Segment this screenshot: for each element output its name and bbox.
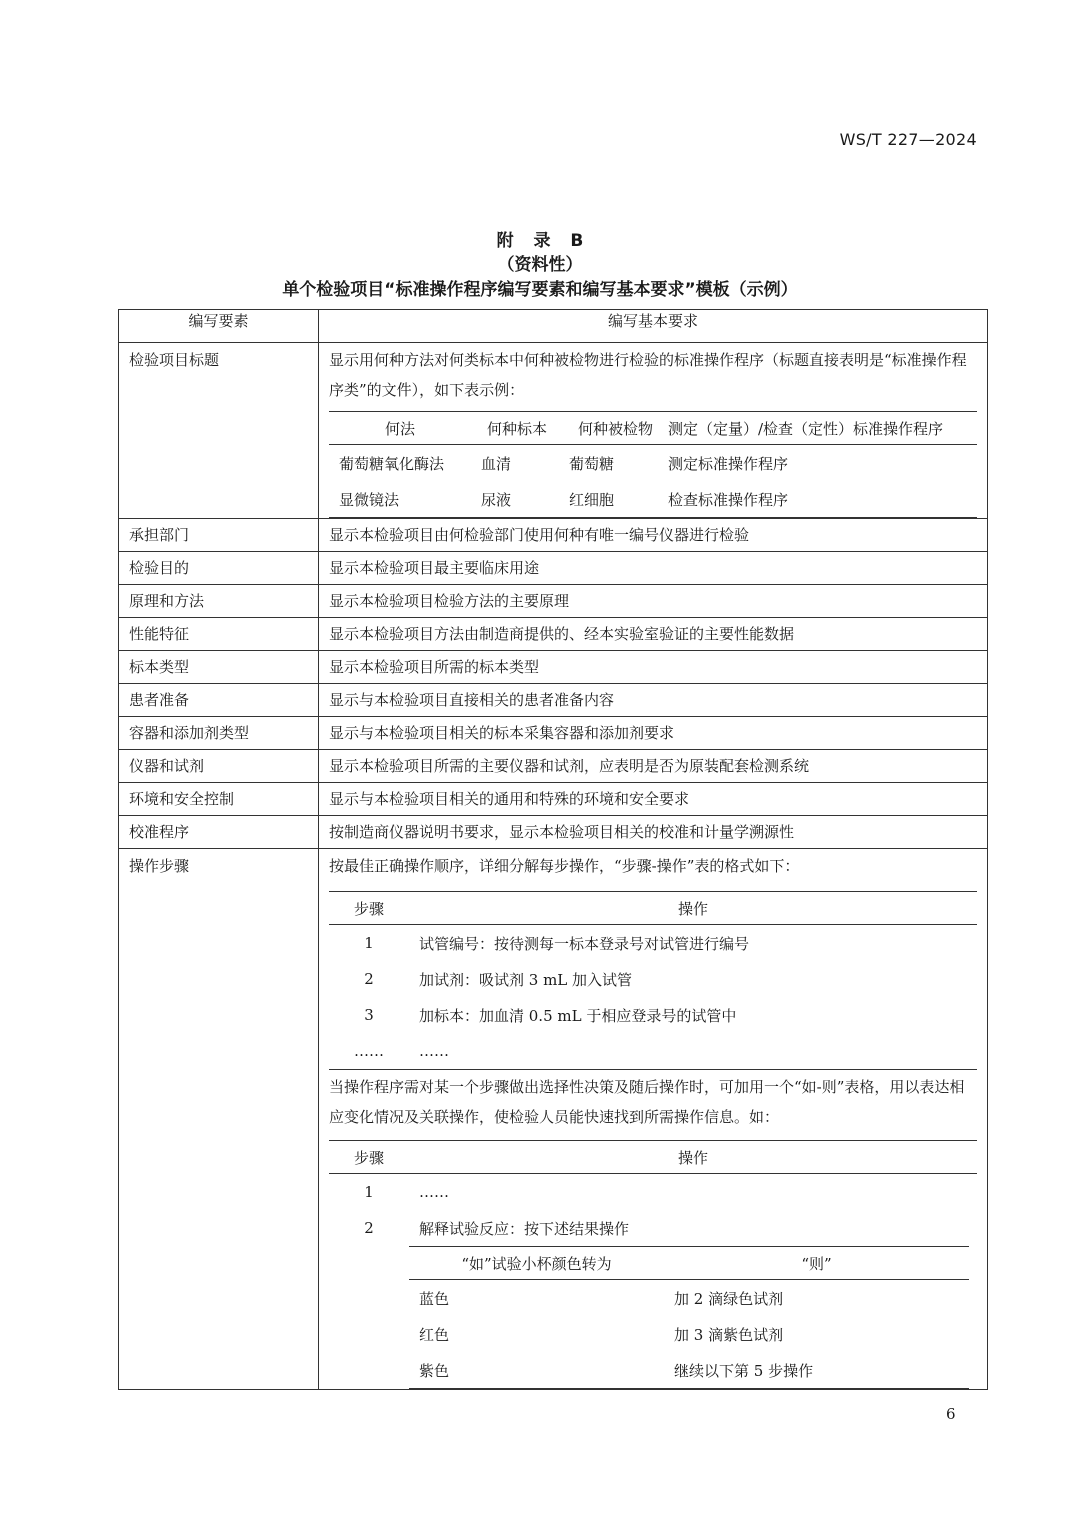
table-row <box>119 343 988 519</box>
step-row <box>329 925 977 962</box>
steps-col-operation: 操作 <box>409 892 977 925</box>
step-number: 1 <box>364 1183 374 1201</box>
then-action: 加 2 滴绿色试剂 <box>674 1289 784 1308</box>
example-cell: 葡萄糖 <box>569 454 615 473</box>
example-row <box>329 445 977 482</box>
then-column-header: “则” <box>664 1247 969 1280</box>
element-label: 操作步骤 <box>129 857 190 875</box>
element-cell: 仪器和试剂 <box>119 750 319 783</box>
naming-example-table <box>329 411 977 518</box>
requirement-cell: 显示本检验项目由何检验部门使用何种有唯一编号仪器进行检验 <box>319 519 988 552</box>
then-action: 加 3 滴紫色试剂 <box>674 1325 784 1344</box>
table-row <box>119 618 988 651</box>
step-row <box>329 961 977 997</box>
step-row <box>329 997 977 1033</box>
if-condition: 红色 <box>419 1325 450 1344</box>
table-row <box>119 849 988 1390</box>
if-then-row <box>409 1352 969 1389</box>
table-row <box>119 585 988 618</box>
requirement-text: 显示用何种方法对何类标本中何种被检物进行检验的标准操作程序（标题直接表明是“标准操作程序类”的文件），如下表示例： <box>329 351 967 399</box>
step-number: 1 <box>364 934 374 952</box>
table-row <box>119 816 988 849</box>
example-cell: 红细胞 <box>569 490 615 509</box>
requirement-cell: 显示与本检验项目相关的标本采集容器和添加剂要求 <box>319 717 988 750</box>
header-element: 编写要素 <box>119 310 319 343</box>
template-table <box>118 309 988 1390</box>
step-operation: …… <box>419 1183 449 1201</box>
example-col-sop: 测定（定量）/检查（定性）标准操作程序 <box>668 412 977 445</box>
step-operation: …… <box>409 1033 977 1070</box>
table-row <box>119 552 988 585</box>
example-cell: 葡萄糖氧化酶法 <box>339 454 445 473</box>
steps-col-operation: 操作 <box>409 1141 977 1174</box>
step-number: 2 <box>364 970 374 988</box>
requirement-cell <box>319 849 988 1390</box>
step-row <box>329 1033 977 1070</box>
element-cell: 性能特征 <box>119 618 319 651</box>
header-requirement: 编写基本要求 <box>319 310 988 343</box>
example-row <box>329 481 977 518</box>
example-col-method: 何法 <box>329 412 471 445</box>
element-cell: 标本类型 <box>119 651 319 684</box>
annex-nature: （资料性） <box>497 255 583 275</box>
if-then-row <box>409 1280 969 1317</box>
if-then-table <box>409 1246 969 1389</box>
step-number: …… <box>329 1033 409 1070</box>
table-row <box>119 651 988 684</box>
step-row <box>329 1174 977 1211</box>
ops-intro: 按最佳正确操作顺序，详细分解每步操作，“步骤-操作”表的格式如下： <box>329 857 800 875</box>
example-cell: 测定标准操作程序 <box>668 454 789 473</box>
steps-table <box>329 891 977 1070</box>
step-row <box>329 1210 977 1246</box>
ifthen-intro: 当操作程序需对某一个步骤做出选择性决策及随后操作时，可加用一个“如-则”表格，用以表达相应变化情况及关联操作，使检验人员能快速找到所需操作信息。如： <box>329 1078 965 1126</box>
element-cell: 检验目的 <box>119 552 319 585</box>
annex-title: 单个检验项目“标准操作程序编写要素和编写基本要求”模板（示例） <box>282 280 798 300</box>
requirement-cell: 显示本检验项目检验方法的主要原理 <box>319 585 988 618</box>
table-header-row <box>119 310 988 343</box>
table-row <box>119 783 988 816</box>
step-operation: 试管编号：按待测每一标本登录号对试管进行编号 <box>419 934 750 953</box>
if-condition: 蓝色 <box>419 1289 450 1308</box>
step-operation: 解释试验反应：按下述结果操作 <box>419 1219 630 1238</box>
step-operation: 加标本：加血清 0.5 mL 于相应登录号的试管中 <box>419 1006 737 1025</box>
steps-table-decision <box>329 1140 977 1389</box>
table-row <box>119 519 988 552</box>
example-cell: 显微镜法 <box>339 490 400 509</box>
element-cell <box>119 343 319 519</box>
requirement-cell: 显示本检验项目所需的标本类型 <box>319 651 988 684</box>
if-column-header: “如”试验小杯颜色转为 <box>409 1247 664 1280</box>
page-number: 6 <box>946 1405 956 1423</box>
example-cell: 血清 <box>481 454 512 473</box>
table-row <box>119 684 988 717</box>
requirement-cell: 显示与本检验项目相关的通用和特殊的环境和安全要求 <box>319 783 988 816</box>
if-then-row <box>409 1316 969 1352</box>
requirement-cell: 显示与本检验项目直接相关的患者准备内容 <box>319 684 988 717</box>
requirement-cell: 按制造商仪器说明书要求，显示本检验项目相关的校准和计量学溯源性 <box>319 816 988 849</box>
element-cell: 校准程序 <box>119 816 319 849</box>
example-cell: 检查标准操作程序 <box>668 490 789 509</box>
element-cell: 容器和添加剂类型 <box>119 717 319 750</box>
then-action: 继续以下第 5 步操作 <box>664 1352 969 1389</box>
element-cell: 环境和安全控制 <box>119 783 319 816</box>
document-code: WS/T 227—2024 <box>839 130 977 149</box>
step-number: 2 <box>364 1219 374 1237</box>
requirement-cell: 显示本检验项目最主要临床用途 <box>319 552 988 585</box>
table-row <box>119 717 988 750</box>
requirement-cell <box>319 343 988 519</box>
if-condition: 紫色 <box>409 1352 664 1389</box>
step-operation: 加试剂：吸试剂 3 mL 加入试管 <box>419 970 633 989</box>
element-cell <box>119 849 319 1390</box>
element-cell: 承担部门 <box>119 519 319 552</box>
example-cell: 尿液 <box>481 490 512 509</box>
annex-label: 附 录 B <box>496 231 584 251</box>
requirement-cell: 显示本检验项目所需的主要仪器和试剂，应表明是否为原装配套检测系统 <box>319 750 988 783</box>
element-cell: 原理和方法 <box>119 585 319 618</box>
requirement-cell: 显示本检验项目方法由制造商提供的、经本实验室验证的主要性能数据 <box>319 618 988 651</box>
step-number: 3 <box>364 1006 374 1024</box>
table-row <box>119 750 988 783</box>
steps-col-step: 步骤 <box>329 892 409 925</box>
element-cell: 患者准备 <box>119 684 319 717</box>
element-label: 检验项目标题 <box>129 351 220 369</box>
ifthen-row-wrapper <box>329 1246 977 1389</box>
steps-col-step: 步骤 <box>329 1141 409 1174</box>
example-col-specimen: 何种标本 <box>471 412 563 445</box>
example-col-analyte: 何种被检物 <box>563 412 668 445</box>
